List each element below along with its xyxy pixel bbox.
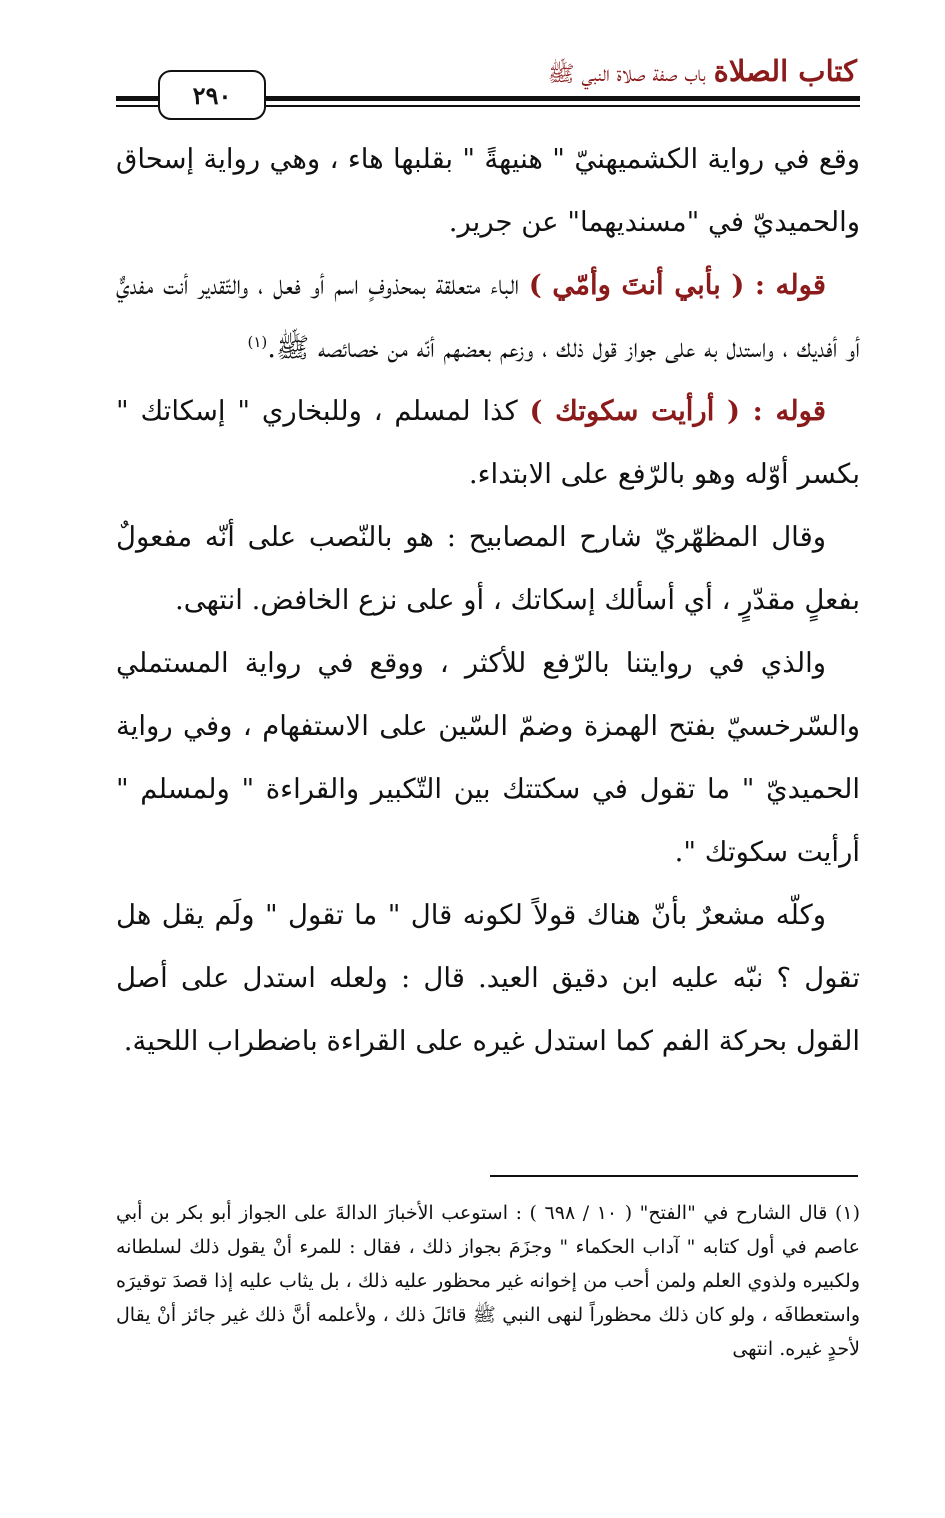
footnote-1: (١) قال الشارح في "الفتح" ( ١٠ / ٦٩٨ ) : استوعب الأخبارَ الدالةَ على الجواز أبو بكر بن أبي عاصم في أول كتابه " آداب الحكماء " وجزَمَ بجواز ذلك ، فقال : للمرء أنْ يقول ذلك لسلطانه ولكبيره ولذوي العلم ولمن أحب من إخوانه غير محظور عليه ذلك ، بل يثاب عليه إذا قصدَ توقيرَه واستعطافَه ، ولو كان ذلك محظوراً لنهى النبي ﷺ قائلَ ذلك ، ولأعلمه أنَّ ذلك غير جائز أنْ يقال لأحدٍ غيره. انتهى [116,1202,860,1360]
book-title: كتاب الصلاة [713,54,857,88]
footnote-separator [490,1175,858,1177]
chapter-title: باب صفة صلاة النبي ﷺ [547,62,706,87]
paragraph-4: وقال المظهّريّ شارح المصابيح : هو بالنّصب على أنّه مفعولٌ بفعلٍ مقدّرٍ ، أي أسألك إسكاتك ، أو على نزع الخافض. انتهى. [116,521,860,616]
paragraph-3 [116,380,860,506]
paragraph-1: وقع في رواية الكشميهنيّ " هنيهةً " بقلبها هاء ، وهي رواية إسحاق والحميديّ في "مسنديهما" عن جرير. [116,143,860,238]
footnotes-section [116,1196,860,1366]
page-number-box [158,70,266,120]
paragraph-3-text: كذا لمسلم ، وللبخاري " إسكاتك " بكسر أوّله وهو بالرّفع على الابتداء. [116,395,860,490]
running-header [548,54,857,92]
paragraph-2-text: الباء متعلقة بمحذوفٍ اسم أو فعل ، والتّقدير أنت مفديٌّ أو أفديك ، واستدل به على جواز قول ذلك ، وزعم بعضهم أنّه من خصائصه ﷺ. [116,269,860,364]
quote-lead-2: قوله : ( أرأيت سكوتك ) [529,395,826,427]
quote-lead-1: قوله : ( بأبي أنتَ وأمّي ) [528,269,826,301]
paragraph-6: وكلّه مشعرٌ بأنّ هناك قولاً لكونه قال " ما تقول " ولَم يقل هل تقول ؟ نبّه عليه ابن دقيق العيد. قال : ولعله استدل على أصل القول بحركة الفم كما استدل غيره على القراءة باضطراب اللحية. [116,899,860,1057]
paragraph-5: والذي في روايتنا بالرّفع للأكثر ، ووقع في رواية المستملي والسّرخسيّ بفتح الهمزة وضمّ السّين على الاستفهام ، وفي رواية الحميديّ " ما تقول في سكتتك بين التّكبير والقراءة " ولمسلم " أرأيت سكوتك ". [116,647,860,868]
paragraph-2 [116,254,860,380]
footnote-reference[interactable]: (١) [247,332,268,351]
main-text [116,128,860,1073]
page-number: ٢٩٠ [192,80,232,110]
